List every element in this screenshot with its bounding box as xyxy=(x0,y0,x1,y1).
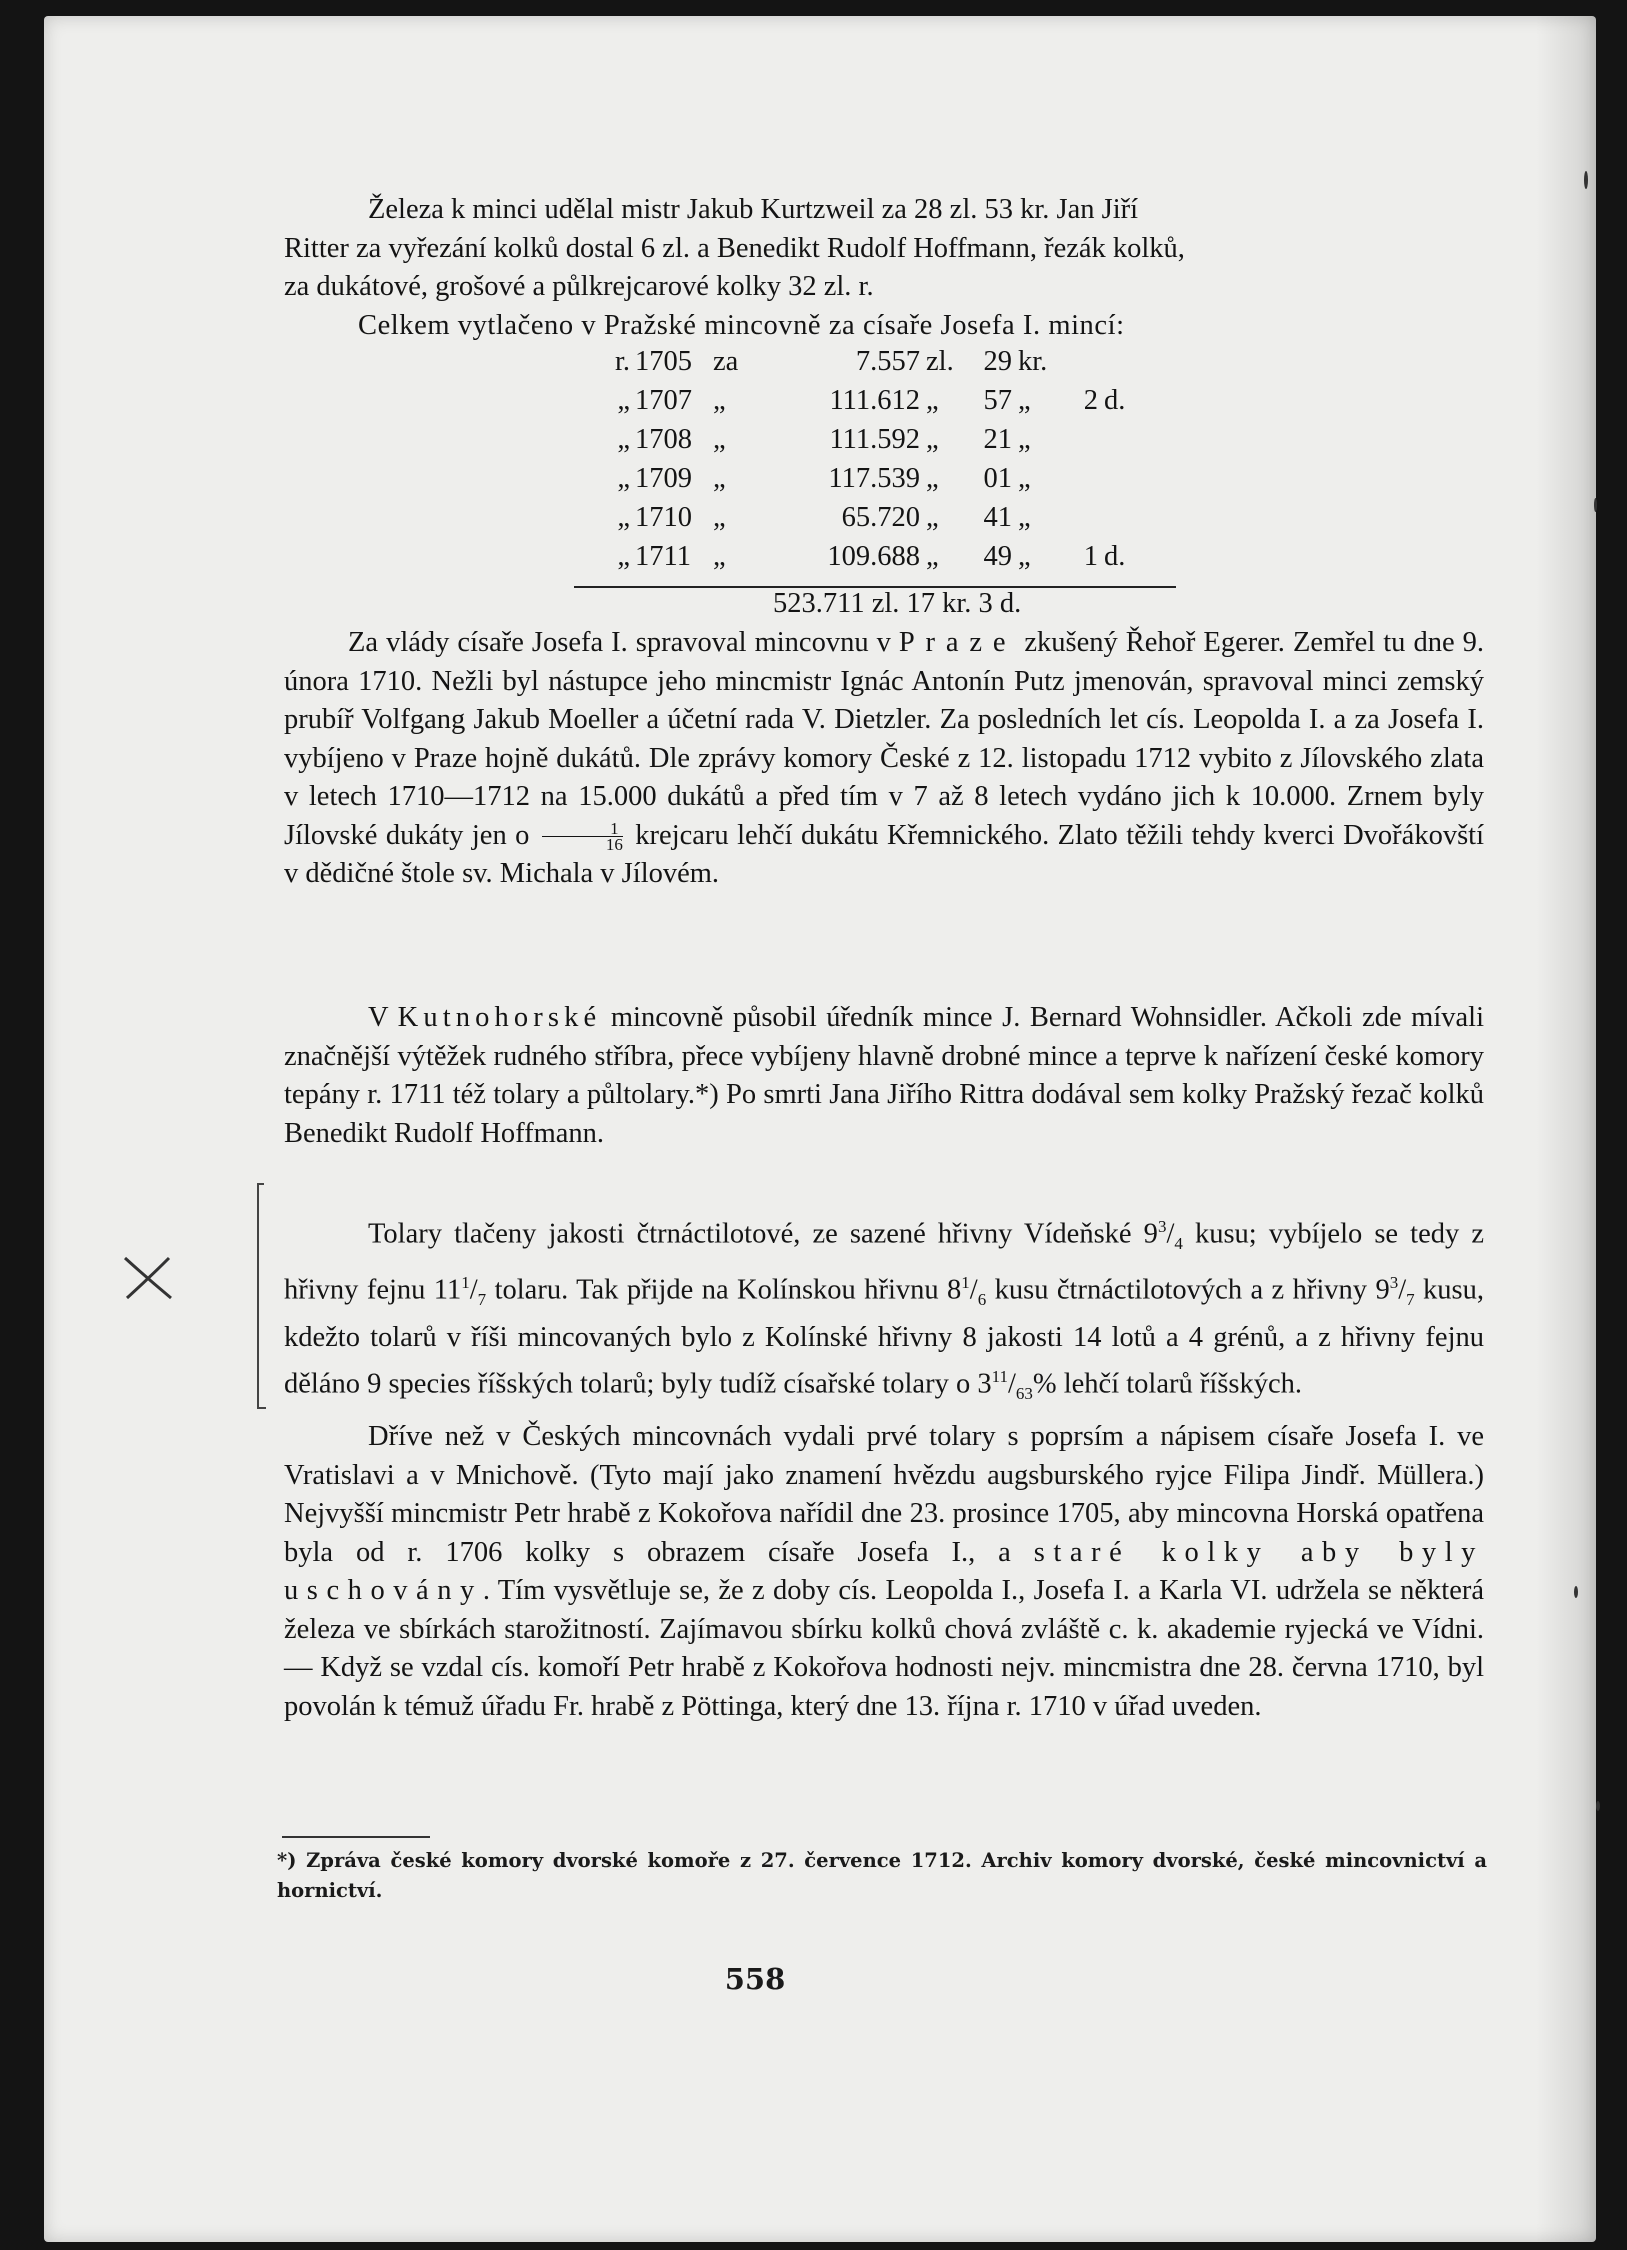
production-cell-year: 1710 xyxy=(635,502,692,533)
production-cell-zl-unit: „ xyxy=(926,502,939,533)
production-cell-kr-unit: „ xyxy=(1018,541,1031,572)
thaler-text-b: kusu; vybíjelo se tedy z hřivny fejnu 11 xyxy=(284,1218,1485,1306)
production-cell-za: „ xyxy=(713,385,726,416)
first-spaced: staré kolky aby byly uschovány xyxy=(284,1536,1484,1606)
production-cell-year: 1709 xyxy=(635,463,692,494)
production-cell-za: „ xyxy=(713,541,726,572)
production-cell-kr-unit: „ xyxy=(1018,502,1031,533)
footnote-rule xyxy=(282,1836,430,1838)
table-intro: Celkem vytlačeno v Pražské mincovně za císaře Josefa I. mincí: xyxy=(358,309,1125,341)
production-cell-zl: 65.720 xyxy=(841,502,920,533)
production-cell-year: 1708 xyxy=(635,424,692,455)
production-cell-zl-unit: zl. xyxy=(926,346,954,377)
production-cell-kr-unit: „ xyxy=(1018,385,1031,416)
production-cell-kr: 41 xyxy=(983,502,1012,533)
production-cell-za: „ xyxy=(713,424,726,455)
first-text-b: . Tím vysvětluje se, že z doby cís. Leopolda I., Josefa I. a Karla VI. udržela se některá železa ve sbírkách starožitností. Zajímavou sbírku kolků chová zvláště c. k. akademie ryjecká ve Vídni. — Když se vzdal cís. komoří Petr hrabě z Kokořova hodnosti nejv. mincmistra dne 28. června 1710, byl povolán k témuž úřadu Fr. hrabě z Pöttinga, který dne 13. října r. 1710 v úřad uveden. xyxy=(284,1575,1484,1722)
production-cell-za: za xyxy=(713,346,739,377)
prague-text-a: Za vlády císaře Josefa I. spravoval mincovnu v xyxy=(348,627,899,658)
production-cell-kr: 57 xyxy=(983,385,1012,416)
thaler-text-f: % lehčí tolarů říšských. xyxy=(1032,1368,1302,1400)
fraction-1-16: $\frac{1}{16}$ xyxy=(542,821,623,852)
kh-spaced: Kutnohorské xyxy=(397,1002,602,1033)
production-cell-prefix: r. xyxy=(614,346,630,377)
production-cell-kr: 01 xyxy=(983,463,1012,494)
production-cell-zl-unit: „ xyxy=(926,541,939,572)
production-cell-zl: 7.557 xyxy=(855,346,920,377)
margin-speck xyxy=(1574,1586,1578,1598)
production-cell-zl: 117.539 xyxy=(828,463,920,494)
first-text-a: Dříve než v Českých mincovnách vydali prvé tolary s poprsím a nápisem císaře Josefa I. ve Vratislavi a v Mnichově. (Tyto mají jako znamení hvězdu augsburského ryjce Filipa Jindř. Müllera.) Nejvyšší mincmistr Petr hrabě z Kokořova nařídil dne 23. prosince 1705, aby mincovna Horská opatřena byla od r. 1706 kolky s obrazem císaře Josefa I., a xyxy=(284,1421,1484,1568)
margin-x-mark-icon xyxy=(119,1248,179,1308)
production-cell-zl: 111.592 xyxy=(829,424,920,455)
production-cell-year: 1705 xyxy=(635,346,692,377)
production-cell-zl-unit: „ xyxy=(926,424,939,455)
production-total: 523.711 zl. 17 kr. 3 d. xyxy=(773,588,1022,619)
page-number: 558 xyxy=(724,1962,786,1996)
margin-bracket-icon xyxy=(250,1182,268,1410)
production-cell-d: 1 xyxy=(1083,541,1098,572)
production-cell-kr-unit: „ xyxy=(1018,463,1031,494)
kh-text-b: mincovně působil úředník mince J. Bernard Wohnsidler. Ačkoli zde mívali značnější výtěžek rudného stříbra, přece vybíjeny hlavně drobné mince a teprve k nařízení české komory tepány r. 1711 též tolary a půltolary.*) Po smrti Jana Jiřího Rittra dodával sem kolky Pražský řezač kolků Benedikt Rudolf Hoffmann. xyxy=(284,1002,1484,1149)
production-cell-kr: 49 xyxy=(983,541,1012,572)
production-cell-kr: 21 xyxy=(983,424,1012,455)
book-page xyxy=(44,16,1596,2242)
thaler-text-c: tolaru. Tak přijde na Kolínskou hřivnu 8 xyxy=(486,1274,962,1306)
paragraph-thalers: Tolary tlačeny jakosti čtrnáctilotové, ze sazené hřivny Vídeňské $9^3/_4$ kusu; vybíjelo se tedy z hřivny fejnu $11^1/_7$ tolaru. Tak přijde na Kolínskou hřivnu $8^1/_6$ kusu čtrnáctilotových a z hřivny $9^3/_7$ kusu, kdežto tolarů v říši mincovaných bylo z Kolínské hřivny 8 jakosti 14 lotů a 4 grénů, a z hřivny fejnu děláno 9 species říšských tolarů; byly tudíž císařské tolary o $3^{11}/_{63}\%$ lehčí tolarů říšských. xyxy=(284,1217,1485,1404)
production-cell-year: 1707 xyxy=(635,385,692,416)
production-cell-prefix: „ xyxy=(617,385,630,416)
production-cell-zl: 111.612 xyxy=(829,385,920,416)
page-edge-shadow xyxy=(1536,16,1596,2242)
production-cell-kr-unit: kr. xyxy=(1018,346,1048,377)
production-cell-kr-unit: „ xyxy=(1018,424,1031,455)
production-cell-za: „ xyxy=(713,502,726,533)
production-cell-d: 2 xyxy=(1083,385,1098,416)
paragraph-prague-mint xyxy=(284,624,1484,894)
production-cell-zl-unit: „ xyxy=(926,385,939,416)
intro-line-1: Železa k minci udělal mistr Jakub Kurtzweil za 28 zl. 53 kr. Jan Jiří xyxy=(368,194,1139,225)
paragraph-kutna-hora-mint xyxy=(284,999,1484,1153)
margin-speck xyxy=(1584,171,1588,189)
production-cell-zl: 109.688 xyxy=(827,541,920,572)
prague-text-c: krejcaru lehčí dukátu Křemnického. Zlato těžili tehdy kverci Dvořákovští v dědičné štole sv. Michala v Jílovém. xyxy=(284,819,1484,889)
intro-line-3: za dukátové, grošové a půlkrejcarové kolky 32 zl. r. xyxy=(284,271,874,302)
production-cell-prefix: „ xyxy=(617,502,630,533)
production-cell-kr: 29 xyxy=(983,346,1012,377)
footnote: *) Zpráva české komory dvorské komoře z 27. července 1712. Archiv komory dvorské, české mincovnictví a hornictví. xyxy=(277,1849,1487,1902)
intro-line-2: Ritter za vyřezání kolků dostal 6 zl. a Benedikt Rudolf Hoffmann, řezák kolků, xyxy=(284,232,1185,264)
prague-text-b: zkušený Řehoř Egerer. Zemřel tu dne 9. února 1710. Nežli byl nástupce jeho mincmistr Ignác Antonín Putz jmenován, spravoval minci zemský prubíř Volfgang Jakub Moeller a účetní rada V. Dietzler. Za posledních let cís. Leopolda I. a za Josefa I. vybíjeno v Praze hojně dukátů. Dle zprávy komory České z 12. listopadu 1712 vybito z Jílovského zlata v letech 1710—1712 na 15.000 dukátů a před tím v 7 až 8 letech vydáno jich k 10.000. Zrnem byly Jílovské dukáty jen o xyxy=(284,627,1484,851)
thaler-text-e: kusu, kdežto tolarů v říši mincovaných bylo z Kolínské hřivny 8 jakosti 14 lotů a 4 grénů, a z hřivny fejnu děláno 9 species říšských tolarů; byly tudíž císařské tolary o 3 xyxy=(284,1274,1485,1400)
production-cell-d-unit: d. xyxy=(1104,541,1126,572)
kh-text-a: V xyxy=(368,1002,398,1033)
prague-spaced: Praze xyxy=(898,627,1017,658)
production-cell-prefix: „ xyxy=(617,541,630,572)
paragraph-first-thalers xyxy=(284,1418,1484,1726)
thaler-text-d: kusu čtrnáctilotových a z hřivny 9 xyxy=(986,1274,1390,1306)
production-cell-prefix: „ xyxy=(617,463,630,494)
margin-speck xyxy=(1596,1801,1600,1811)
production-cell-za: „ xyxy=(713,463,726,494)
production-cell-year: 1711 xyxy=(635,541,691,572)
intro-paragraph xyxy=(284,191,1484,345)
production-cell-prefix: „ xyxy=(617,424,630,455)
production-cell-zl-unit: „ xyxy=(926,463,939,494)
margin-speck xyxy=(1594,498,1597,512)
production-cell-d-unit: d. xyxy=(1104,385,1126,416)
thaler-text-a: Tolary tlačeny jakosti čtrnáctilotové, ze sazené hřivny Vídeňské 9 xyxy=(368,1218,1158,1250)
